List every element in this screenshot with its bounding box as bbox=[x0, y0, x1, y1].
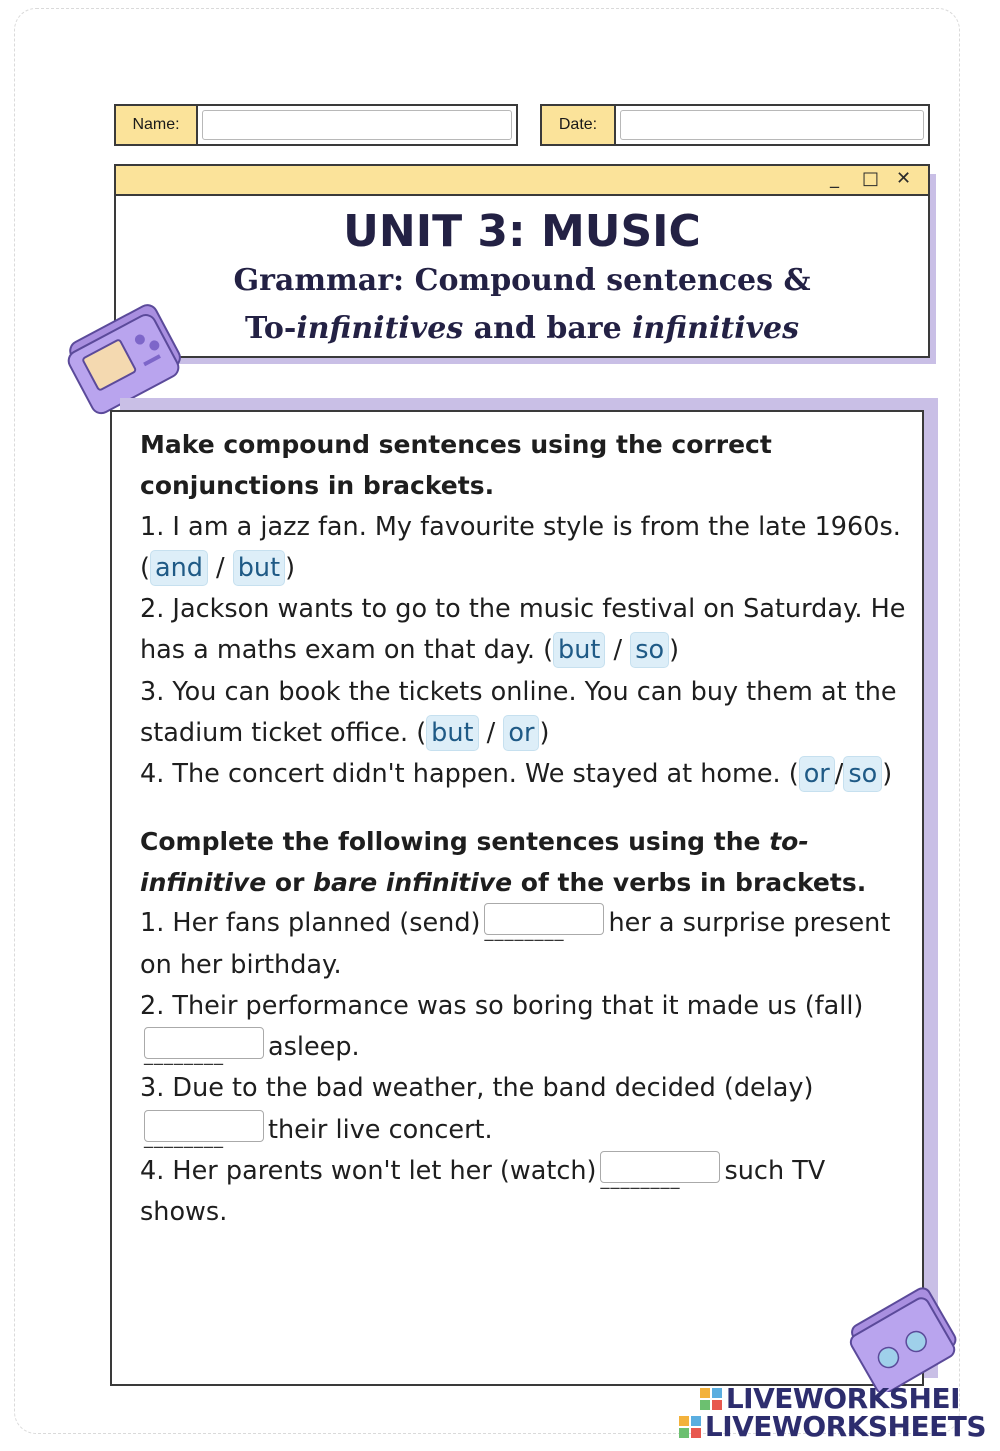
close-icon: ✕ bbox=[896, 168, 912, 189]
item-text: 2. Jackson wants to go to the music festival on Saturday. He has a maths exam on that day. ( bbox=[140, 594, 906, 666]
section1-item-2 bbox=[140, 589, 910, 672]
page-title: UNIT 3: MUSIC bbox=[343, 206, 701, 257]
subtitle-line-1: Grammar: Compound sentences & bbox=[233, 263, 811, 298]
bracket-close: ) bbox=[285, 552, 296, 583]
section2-heading bbox=[140, 821, 910, 904]
bracket-close: ) bbox=[669, 635, 680, 666]
answer-input-send[interactable] bbox=[484, 903, 604, 935]
brand-text: LIVEWORKSHEI bbox=[725, 1382, 960, 1415]
section-gap bbox=[140, 796, 910, 821]
answer-input-delay[interactable] bbox=[144, 1110, 264, 1142]
section1-item-4 bbox=[140, 754, 910, 795]
brand-watermark-2 bbox=[679, 1410, 986, 1443]
separator: / bbox=[834, 759, 844, 790]
answer-blank bbox=[600, 1155, 720, 1189]
heading-part: of the verbs in brackets. bbox=[512, 867, 867, 897]
separator: / bbox=[478, 718, 504, 749]
option-but[interactable]: but bbox=[233, 550, 285, 586]
option-but[interactable]: but bbox=[553, 632, 605, 668]
section1-heading: Make compound sentences using the correct conjunctions in brackets. bbox=[140, 430, 772, 501]
option-or[interactable]: or bbox=[799, 756, 835, 792]
subtitle-part-italic: infinitives bbox=[632, 311, 799, 346]
answer-blank bbox=[144, 1031, 264, 1065]
answer-blank bbox=[144, 1114, 264, 1148]
item-text: her a surprise present on her birthday. bbox=[140, 908, 891, 980]
answer-input-watch[interactable] bbox=[600, 1151, 720, 1183]
answer-blank bbox=[484, 907, 604, 941]
minimize-icon: _ bbox=[830, 168, 839, 189]
heading-part: or bbox=[266, 867, 314, 897]
option-or[interactable]: or bbox=[503, 715, 539, 751]
date-field-group bbox=[540, 104, 930, 146]
item-text: their live concert. bbox=[268, 1114, 493, 1145]
item-text: 3. You can book the tickets online. You can buy them at the stadium ticket office. ( bbox=[140, 676, 897, 749]
bracket-close: ) bbox=[539, 718, 550, 749]
answer-input-fall[interactable] bbox=[144, 1027, 264, 1059]
separator: / bbox=[605, 635, 631, 666]
item-text: such TV shows. bbox=[140, 1156, 826, 1228]
name-input[interactable] bbox=[202, 110, 512, 140]
subtitle-part-italic: infinitives bbox=[296, 311, 464, 346]
item-text: 1. Her fans planned (send) bbox=[140, 908, 481, 939]
name-label: Name: bbox=[116, 106, 198, 144]
item-text: 2. Their performance was so boring that it made us (fall) bbox=[140, 990, 864, 1021]
subtitle-part: and bare bbox=[463, 311, 633, 346]
heading-part-italic: to-infinitive bbox=[140, 826, 809, 897]
subtitle-line-2 bbox=[116, 305, 928, 353]
maximize-icon: □ bbox=[862, 168, 880, 189]
section2-item-2 bbox=[140, 986, 910, 1069]
item-text: 4. The concert didn't happen. We stayed at home. ( bbox=[140, 759, 799, 790]
separator: / bbox=[207, 552, 233, 583]
item-text: 4. Her parents won't let her (watch) bbox=[140, 1156, 597, 1187]
section2-item-4 bbox=[140, 1151, 910, 1234]
section1-item-3 bbox=[140, 672, 910, 755]
subtitle-part: To- bbox=[245, 311, 297, 346]
title-window-bar bbox=[116, 166, 928, 196]
brand-logo-icon bbox=[679, 1416, 701, 1438]
option-so[interactable]: so bbox=[630, 632, 669, 668]
date-input[interactable] bbox=[620, 110, 924, 140]
name-field-group bbox=[114, 104, 518, 146]
brand-logo-icon bbox=[700, 1388, 722, 1410]
game-controller-icon bbox=[846, 1282, 958, 1392]
title-window bbox=[114, 164, 930, 358]
exercise-content bbox=[140, 424, 910, 1234]
option-but[interactable]: but bbox=[426, 715, 478, 751]
item-text: 1. I am a jazz fan. My favourite style is from the late 1960s. ( bbox=[140, 511, 901, 583]
section2-item-1 bbox=[140, 903, 910, 986]
heading-part-italic: bare infinitive bbox=[313, 867, 513, 897]
section1-item-1 bbox=[140, 507, 910, 590]
item-text: asleep. bbox=[268, 1032, 360, 1063]
bracket-close: ) bbox=[882, 759, 893, 790]
option-so[interactable]: so bbox=[843, 756, 882, 792]
date-label: Date: bbox=[542, 106, 616, 144]
section2-item-3 bbox=[140, 1068, 910, 1151]
option-and[interactable]: and bbox=[150, 550, 208, 586]
heading-part: Complete the following sentences using the bbox=[140, 826, 770, 856]
brand-text: LIVEWORKSHEETS bbox=[704, 1410, 986, 1443]
item-text: 3. Due to the bad weather, the band decided (delay) bbox=[140, 1073, 814, 1104]
